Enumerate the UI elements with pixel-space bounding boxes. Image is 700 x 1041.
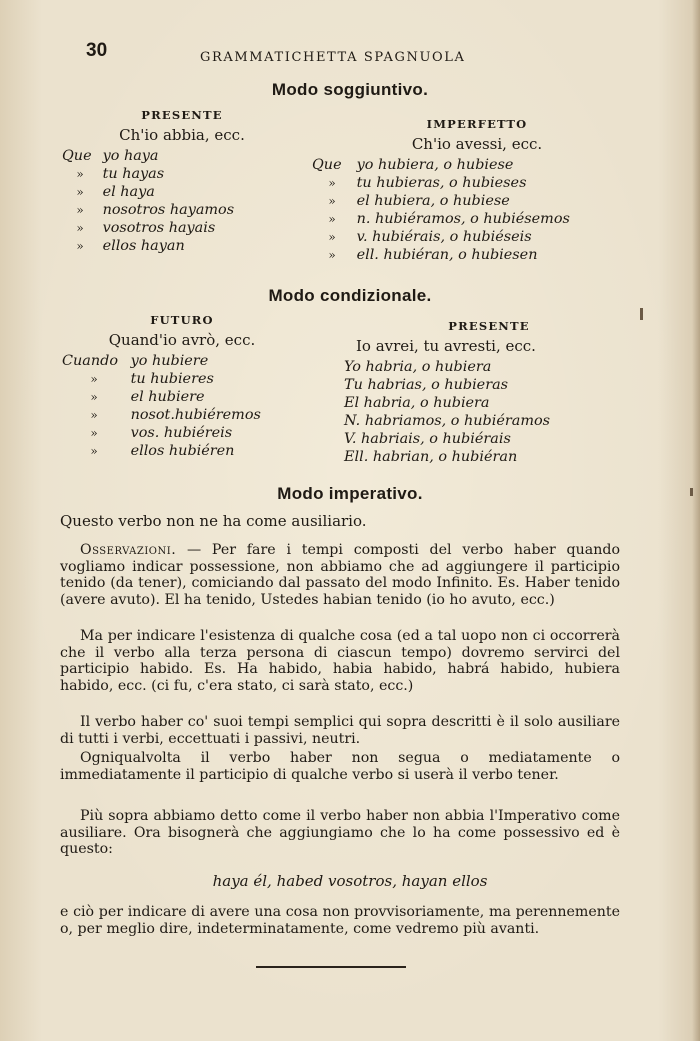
line-lead-mark: »: [76, 185, 84, 199]
line-lead-mark: »: [76, 239, 84, 253]
conjugation-text: el hubiera, o hubiese: [352, 193, 510, 209]
conjugation-text: yo hubiere: [126, 353, 209, 369]
conjugation-line: [62, 165, 302, 183]
line-lead-mark: »: [328, 176, 336, 190]
line-lead-mark: Cuando: [62, 353, 119, 369]
subjunctive-imperfect-column: [312, 117, 642, 264]
conjugation-line: [62, 183, 302, 201]
conjugation-line: [62, 406, 302, 424]
conjugation-text: ell. hubiéran, o hubiesen: [352, 247, 538, 263]
conjugation-line: [62, 370, 302, 388]
conjugation-line: V. habriais, o hubiérais: [344, 431, 511, 447]
end-rule: [256, 966, 406, 968]
conjugation-list: [62, 352, 302, 460]
observations-paragraph-2: Ma per indicare l'esistenza di qualche cosa (ed a tal uopo non ci occorrerà che il verbo alla terza persona di ciascun tempo) dovremo servirci del participio habido. Es. Ha habido, habia habido, habrá habido, hubiera habido, ecc. (ci fu, c'era stato, ci sarà stato, ecc.): [60, 628, 620, 694]
conjugation-line: [62, 237, 302, 255]
conjugation-line: El habria, o hubiera: [344, 395, 490, 411]
conjugation-list: [312, 156, 642, 264]
observations-paragraph-6: e ciò per indicare di avere una cosa non provvisoriamente, ma perennemente o, per meglio dire, indeterminatamente, come vedremo più avanti.: [60, 904, 620, 937]
example-line: haya él, habed vosotros, hayan ellos: [212, 872, 488, 890]
conjugation-text: tu hubieres: [126, 371, 214, 387]
conjugation-text: nosotros hayamos: [98, 202, 235, 218]
conjugation-line: [312, 210, 642, 228]
column-heading: PRESENTE: [448, 319, 530, 333]
column-subheading: Ch'io avessi, ecc.: [411, 135, 543, 153]
conditional-future-column: [62, 313, 302, 460]
conjugation-text: nosot.hubiéremos: [126, 407, 261, 423]
conjugation-line: [62, 388, 302, 406]
conjugation-line: Tu habrias, o hubieras: [344, 377, 509, 393]
conjugation-text: vos. hubiéreis: [126, 425, 233, 441]
conjugation-line: [312, 228, 642, 246]
conjugation-list: [344, 358, 634, 466]
page-header: [86, 40, 626, 66]
conjugation-line: [312, 174, 642, 192]
conjugation-line: Ell. habrian, o hubiéran: [344, 449, 518, 465]
column-heading: FUTURO: [150, 313, 214, 327]
line-lead-mark: »: [328, 194, 336, 208]
imperative-note: Questo verbo non ne ha come ausiliario.: [60, 512, 367, 530]
line-lead-mark: »: [90, 390, 98, 404]
observations-label: Osservazioni.: [80, 542, 177, 558]
conjugation-line: [62, 352, 302, 370]
conjugation-text: ellos hayan: [98, 238, 185, 254]
observations-paragraph-4: Ogniqualvolta il verbo haber non segua o mediatamente o immediatamente il participio di qualche verbo si userà il verbo tener.: [60, 750, 620, 783]
conjugation-text: ellos hubiéren: [126, 443, 235, 459]
line-lead-mark: »: [76, 221, 84, 235]
line-lead-mark: Que: [312, 157, 342, 173]
conjugation-text: v. hubiérais, o hubiéseis: [352, 229, 532, 245]
observations-paragraph-1: [60, 542, 620, 608]
conjugation-text: el haya: [98, 184, 155, 200]
line-lead-mark: »: [76, 167, 84, 181]
conjugation-text: yo haya: [98, 148, 159, 164]
page-number: 30: [86, 40, 108, 61]
conjugation-line: Yo habria, o hubiera: [344, 359, 492, 375]
conditional-present-column: [344, 319, 634, 466]
conjugation-line: N. habriamos, o hubiéramos: [344, 413, 551, 429]
conjugation-text: tu hubieras, o hubieses: [352, 175, 527, 191]
conjugation-line: [312, 156, 642, 174]
conjugation-line: [62, 147, 302, 165]
line-lead-mark: »: [328, 230, 336, 244]
conjugation-line: [62, 201, 302, 219]
line-lead-mark: »: [328, 248, 336, 262]
line-lead-mark: Que: [62, 148, 92, 164]
conjugation-line: [312, 192, 642, 210]
column-subheading: Io avrei, tu avresti, ecc.: [356, 337, 536, 355]
conjugation-list: [62, 147, 302, 255]
subjunctive-present-column: [62, 108, 302, 255]
column-subheading: Ch'io abbia, ecc.: [119, 126, 245, 144]
conjugation-text: el hubiere: [126, 389, 205, 405]
line-lead-mark: »: [90, 408, 98, 422]
column-subheading: Quand'io avrò, ecc.: [108, 331, 256, 349]
paragraph-text: — Per fare i tempi composti del verbo haber quando vogliamo indicar possessione, non abbiamo che ad aggiungere il participio tenido (da tener), comiciando dal passato del modo Infinito. Es. Haber tenido (avere avuto). El ha tenido, Ustedes habian tenido (io ho avuto, ecc.): [60, 542, 620, 608]
conjugation-line: [62, 219, 302, 237]
section-title-subjunctive: Modo soggiuntivo.: [271, 80, 429, 99]
column-heading: PRESENTE: [141, 108, 223, 122]
section-title-imperative: Modo imperativo.: [277, 484, 423, 503]
conjugation-line: [62, 442, 302, 460]
observations-paragraph-3: Il verbo haber co' suoi tempi semplici qui sopra descritti è il solo ausiliare di tutti i verbi, eccettuati i passivi, neutri.: [60, 714, 620, 747]
line-lead-mark: »: [76, 203, 84, 217]
conjugation-line: [62, 424, 302, 442]
conjugation-text: yo hubiera, o hubiese: [352, 157, 514, 173]
margin-mark: [640, 308, 643, 320]
line-lead-mark: »: [90, 426, 98, 440]
running-title: GRAMMATICHETTA SPAGNUOLA: [200, 50, 466, 65]
column-heading: IMPERFETTO: [426, 117, 528, 131]
line-lead-mark: »: [90, 444, 98, 458]
conjugation-text: vosotros hayais: [98, 220, 216, 236]
line-lead-mark: »: [328, 212, 336, 226]
conjugation-line: [312, 246, 642, 264]
observations-paragraph-5: Più sopra abbiamo detto come il verbo haber non abbia l'Imperativo come ausiliare. Ora bisognerà che aggiungiamo che lo ha come possessivo ed è questo:: [60, 808, 620, 858]
conjugation-text: n. hubiéramos, o hubiésemos: [352, 211, 570, 227]
section-title-conditional: Modo condizionale.: [268, 286, 432, 305]
conjugation-text: tu hayas: [98, 166, 165, 182]
line-lead-mark: »: [90, 372, 98, 386]
